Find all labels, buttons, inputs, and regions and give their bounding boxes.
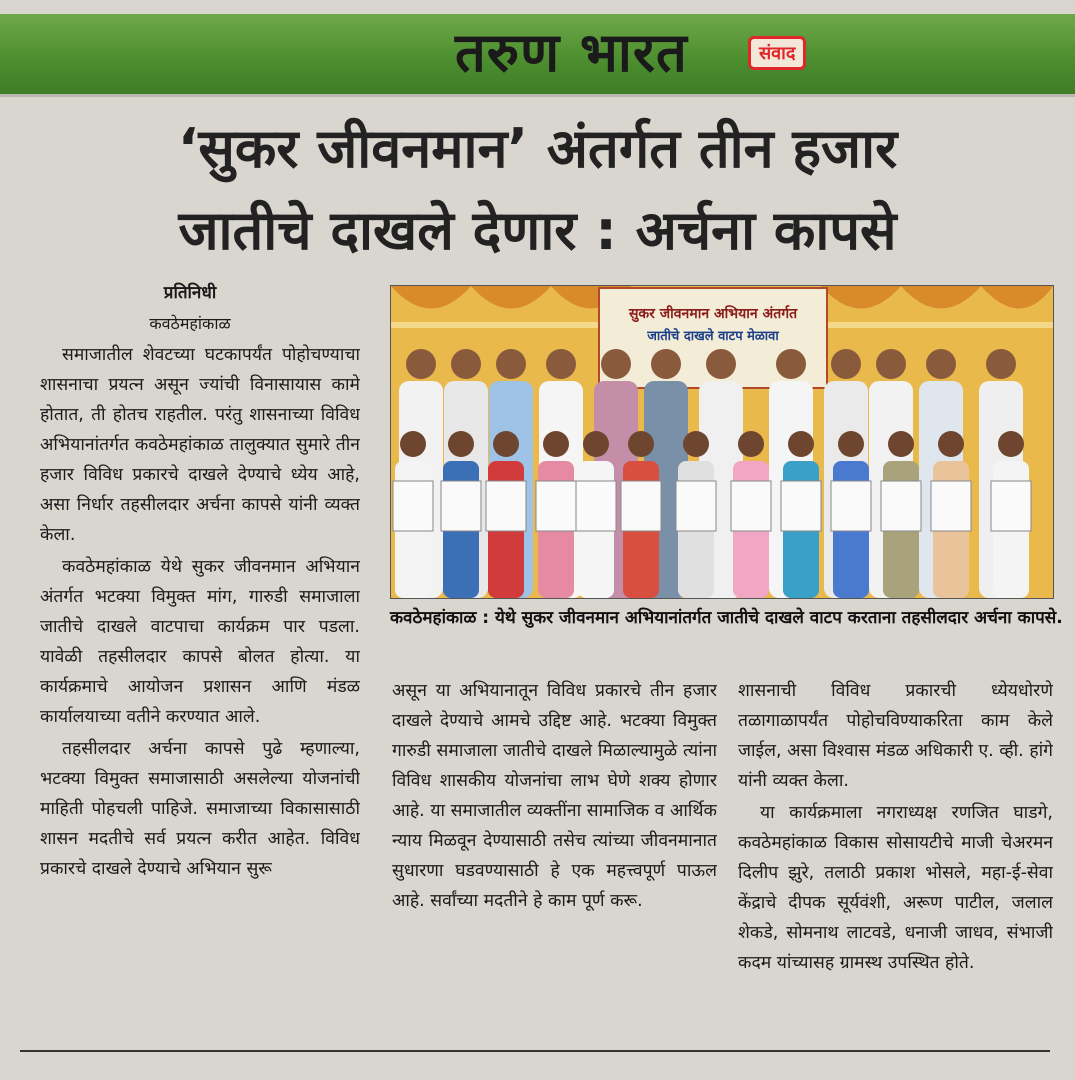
banner-line-2: जातीचे दाखले वाटप मेळावा — [647, 329, 779, 344]
headline-line-2: जातीचे दाखले देणार : अर्चना कापसे — [178, 199, 897, 262]
child-head — [448, 431, 474, 457]
child-head — [583, 431, 609, 457]
child-head — [788, 431, 814, 457]
certificate — [881, 481, 921, 531]
certificate — [731, 481, 771, 531]
child-head — [543, 431, 569, 457]
certificate — [781, 481, 821, 531]
child-head — [998, 431, 1024, 457]
group-photo-image — [391, 286, 1053, 598]
adult-head — [496, 349, 526, 379]
news-photo — [390, 285, 1054, 599]
adult-head — [601, 349, 631, 379]
paragraph: तहसीलदार अर्चना कापसे पुढे म्हणाल्या, भटक्या विमुक्त समाजासाठी असलेल्या योजनांची माहिती पोहचली पाहिजे. समाजाच्या विकासासाठी शासन मदतीचे सर्व प्रयत्न करीत आहेत. विविध प्रकारचे दाखले देण्याचे अभियान सुरू — [40, 739, 360, 879]
photo-caption: कवठेमहांकाळ : येथे सुकर जीवनमान अभियानांतर्गत जातीचे दाखले वाटप करताना तहसीलदार अर्चना कापसे. — [390, 608, 1063, 628]
newspaper-tag: संवाद — [748, 36, 806, 70]
paragraph: शासनाची विविध प्रकारची ध्येयधोरणे तळागाळापर्यंत पोहोचविण्याकरिता काम केले जाईल, असा विश्वास मंडळ अधिकारी ए. व्ही. हांगे यांनी व्यक्त केला. — [738, 681, 1053, 791]
certificate — [831, 481, 871, 531]
paragraph: असून या अभियानातून विविध प्रकारचे तीन हजार दाखले देण्याचे आमचे उद्दिष्ट आहे. भटक्या विमुक्त गारुडी समाजाला जातीचे दाखले मिळाल्यामुळे त्यांना विविध शासकीय योजनांचा लाभ घेणे शक्य होणार आहे. या समाजातील व्यक्तींना सामाजिक व आर्थिक न्याय मिळवून देण्यासाठी तसेच त्यांच्या जीवनमानात सुधारणा घडवण्यासाठी हे एक महत्त्वपूर्ण पाऊल आहे. सर्वांच्या मदतीने हे काम पूर्ण करू. — [392, 681, 717, 911]
paragraph: कवठेमहांकाळ येथे सुकर जीवनमान अभियान अंतर्गत भटक्या विमुक्त मांग, गारुडी समाजाला जातीचे दाखले वाटपाचा कार्यक्रम पार पडला. यावेळी तहसीलदार कापसे बोलत होत्या. या कार्यक्रमाचे आयोजन प्रशासन आणि मंडळ कार्यालयाच्या वतीने करण्यात आले. — [40, 557, 360, 727]
child-head — [838, 431, 864, 457]
child-head — [938, 431, 964, 457]
child-head — [888, 431, 914, 457]
child-head — [493, 431, 519, 457]
adult-head — [876, 349, 906, 379]
adult-head — [986, 349, 1016, 379]
dateline-place: कवठेमहांकाळ — [149, 314, 231, 333]
article-column-1 — [40, 340, 360, 1040]
bottom-rule — [20, 1050, 1050, 1052]
certificate — [536, 481, 576, 531]
adult-head — [926, 349, 956, 379]
certificate — [676, 481, 716, 531]
certificate — [931, 481, 971, 531]
certificate — [576, 481, 616, 531]
headline — [40, 108, 1035, 272]
child-head — [738, 431, 764, 457]
banner-line-1: सुकर जीवनमान अभियान अंतर्गत — [628, 306, 798, 322]
paragraph: या कार्यक्रमाला नगराध्यक्ष रणजित घाडगे, कवठेमहांकाळ विकास सोसायटीचे माजी चेअरमन दिलीप झुरे, तलाठी प्रकाश भोसले, महा-ई-सेवा केंद्राचे दीपक सूर्यवंशी, अरूण पाटील, जलाल शेकडे, सोमनाथ लाटवडे, धनाजी जाधव, संभाजी कदम यांच्यासह ग्रामस्थ उपस्थित होते. — [738, 803, 1053, 973]
adult-head — [546, 349, 576, 379]
certificate — [991, 481, 1031, 531]
article-column-2 — [392, 676, 717, 1036]
adult-head — [651, 349, 681, 379]
masthead — [0, 14, 1075, 97]
certificate — [393, 481, 433, 531]
certificate — [441, 481, 481, 531]
newspaper-title: तरुण भारत — [455, 21, 688, 84]
adult-head — [406, 349, 436, 379]
adult-head — [451, 349, 481, 379]
child-head — [400, 431, 426, 457]
adult-head — [776, 349, 806, 379]
child-head — [683, 431, 709, 457]
paragraph: समाजातील शेवटच्या घटकापर्यंत पोहोचण्याचा शासनाचा प्रयत्न असून ज्यांची विनासायास कामे होतात, ती होतच राहतील. परंतु शासनाच्या विविध अभियानांतर्गत कवठेमहांकाळ तालुक्यात सुमारे तीन हजार विविध प्रकारचे दाखले देण्याचे ध्येय आहे, असा निर्धार तहसीलदार अर्चना कापसे यांनी व्यक्त केला. — [40, 345, 360, 545]
certificate — [486, 481, 526, 531]
headline-line-1: ‘सुकर जीवनमान’ अंतर्गत तीन हजार — [177, 117, 898, 180]
article-column-3 — [738, 676, 1053, 1036]
adult-head — [706, 349, 736, 379]
byline: प्रतिनिधी — [163, 283, 217, 303]
adult-head — [831, 349, 861, 379]
certificate — [621, 481, 661, 531]
child-head — [628, 431, 654, 457]
